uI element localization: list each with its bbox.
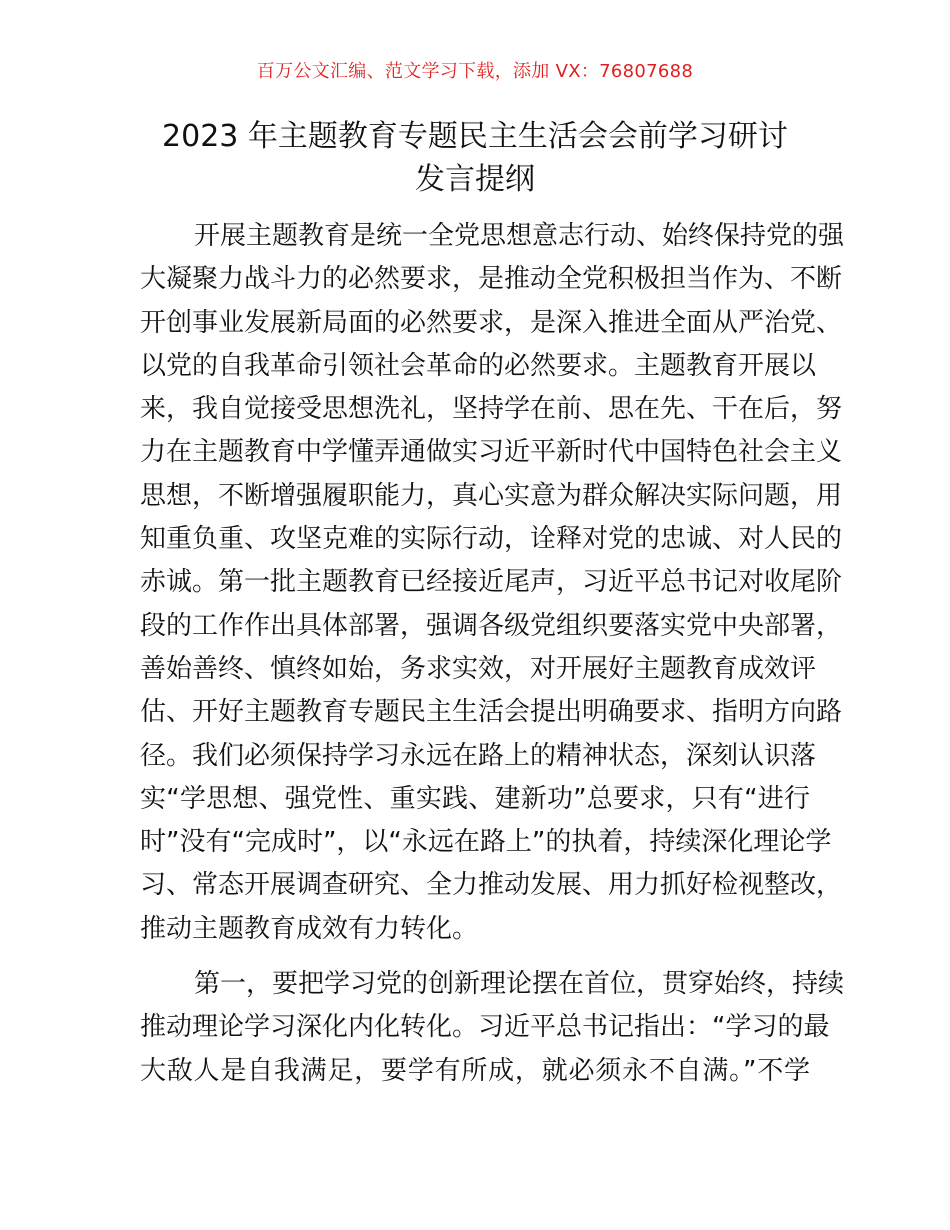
- text-line: 赤诚。第一批主题教育已经接近尾声，习近平总书记对收尾阶: [140, 567, 843, 598]
- text-line: 知重负重、攻坚克难的实际行动，诠释对党的忠诚、对人民的: [140, 524, 843, 555]
- text-line: 开展主题教育是统一全党思想意志行动、始终保持党的强: [194, 221, 845, 251]
- text-line: 第一，要把学习党的创新理论摆在首位，贯穿始终，持续: [194, 969, 845, 999]
- text-line: 大敌人是自我满足，要学有所成，就必须永不自满。”不学: [140, 1055, 810, 1086]
- text-line: 段的工作作出具体部署，强调各级党组织要落实党中央部署，: [140, 610, 843, 641]
- text-line: 实“学思想、强党性、重实践、建新功”总要求，只有“进行: [140, 783, 810, 814]
- body-paragraph-1: [140, 215, 845, 951]
- text-line: 估、开好主题教育专题民主生活会提出明确要求、指明方向路: [140, 697, 843, 728]
- text-line: 推动主题教育成效有力转化。: [140, 913, 479, 944]
- document-title-line-2: 发言提纲: [415, 162, 535, 197]
- watermark-header: 百万公文汇编、范文学习下载，添加 VX：76807688: [256, 61, 694, 82]
- text-line: 时”没有“完成时”，以“永远在路上”的执着，持续深化理论学: [140, 827, 832, 858]
- text-line: 开创事业发展新局面的必然要求，是深入推进全面从严治党、: [140, 307, 843, 338]
- body-paragraph-2: [140, 963, 845, 1093]
- text-line: 力在主题教育中学懂弄通做实习近平新时代中国特色社会主义: [140, 437, 843, 468]
- text-line: 来，我自觉接受思想洗礼，坚持学在前、思在先、干在后，努: [140, 394, 843, 425]
- text-line: 善始善终、慎终如始，务求实效，对开展好主题教育成效评: [140, 653, 817, 684]
- text-line: 径。我们必须保持学习永远在路上的精神状态，深刻认识落: [140, 740, 817, 771]
- text-line: 思想，不断增强履职能力，真心实意为群众解决实际问题，用: [140, 480, 843, 511]
- text-line: 推动理论学习深化内化转化。习近平总书记指出：“学习的最: [140, 1012, 830, 1043]
- text-line: 大凝聚力战斗力的必然要求，是推动全党积极担当作为、不断: [140, 264, 843, 295]
- text-line: 习、常态开展调查研究、全力推动发展、用力抓好检视整改，: [140, 870, 843, 901]
- text-line: 以党的自我革命引领社会革命的必然要求。主题教育开展以: [140, 350, 817, 381]
- document-title-line-1: 2023 年主题教育专题民主生活会会前学习研讨: [162, 119, 788, 154]
